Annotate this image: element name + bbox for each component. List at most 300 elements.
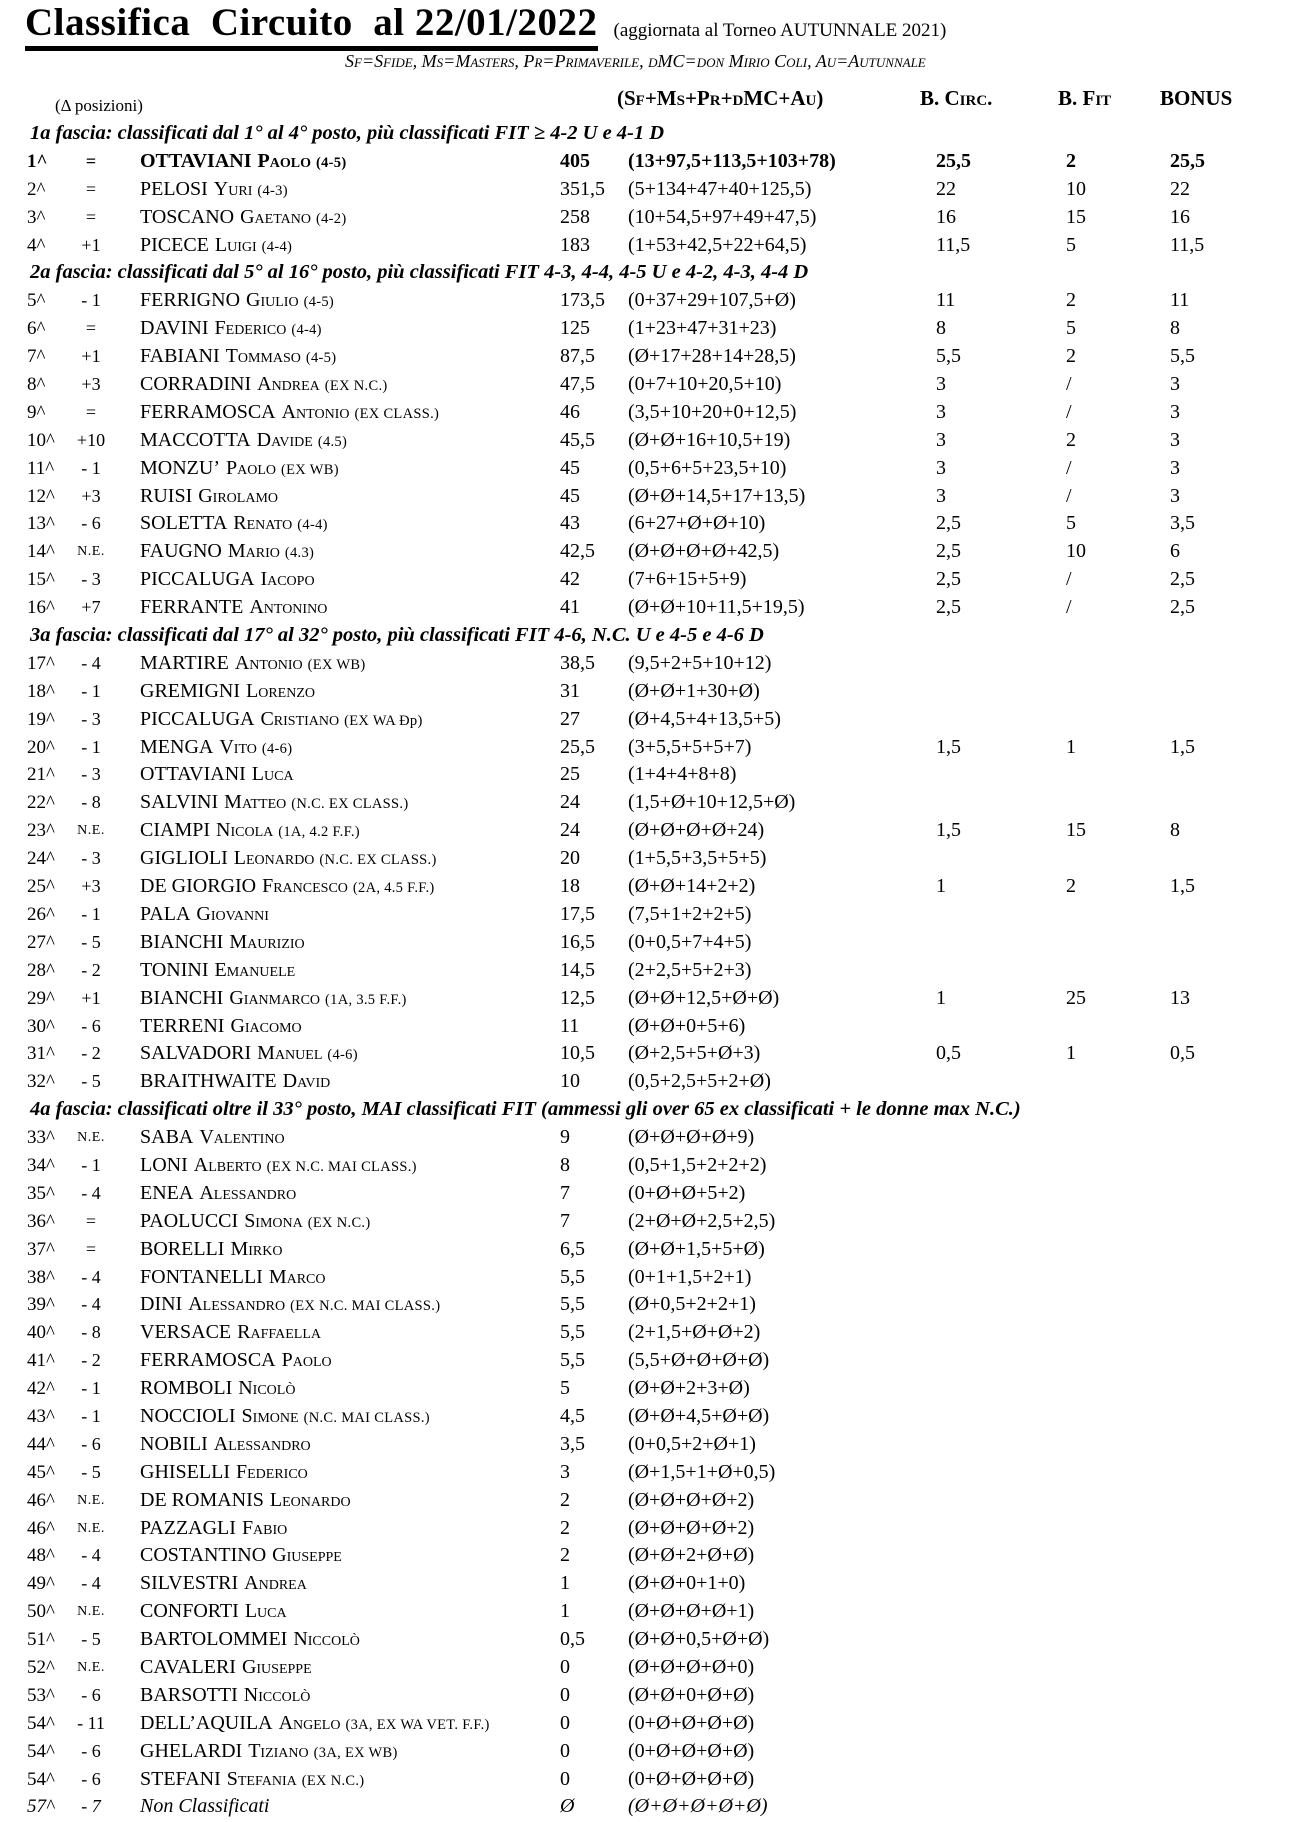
bonus-total-cell: 1,5 bbox=[1170, 875, 1195, 898]
player-note: (4.5) bbox=[317, 433, 348, 450]
delta-cell: - 2 bbox=[81, 959, 101, 980]
rank-cell: 49^ bbox=[27, 1573, 55, 1595]
breakdown-cell: (5,5+Ø+Ø+Ø+Ø) bbox=[628, 1349, 770, 1372]
player-surname: FABIANI bbox=[140, 345, 220, 368]
delta-cell: - 4 bbox=[81, 1294, 101, 1315]
player-name bbox=[140, 1124, 285, 1152]
rank-cell: 25^ bbox=[27, 876, 55, 898]
points-cell: 17,5 bbox=[560, 902, 595, 925]
table-row bbox=[0, 1570, 1298, 1598]
delta-cell: - 6 bbox=[81, 1740, 101, 1761]
player-surname: MONZU’ bbox=[140, 456, 220, 479]
delta-cell: - 7 bbox=[81, 1796, 101, 1817]
rank-cell: 8^ bbox=[27, 374, 46, 396]
player-given-name: Giuseppe bbox=[241, 1655, 312, 1678]
rank-cell: 23^ bbox=[27, 820, 55, 842]
player-surname: MACCOTTA bbox=[140, 428, 251, 451]
table-row bbox=[0, 1040, 1298, 1068]
rank-cell: 52^ bbox=[27, 1656, 55, 1678]
rank-cell: 57^ bbox=[27, 1796, 55, 1818]
bonus-circ-cell: 3 bbox=[936, 456, 946, 479]
breakdown-cell: (Ø+Ø+10+11,5+19,5) bbox=[628, 596, 805, 619]
player-given-name: Cristiano bbox=[260, 707, 340, 730]
delta-cell: +7 bbox=[81, 597, 101, 618]
points-cell: 42 bbox=[560, 568, 580, 591]
bonus-fit-cell: 25 bbox=[1066, 986, 1086, 1009]
rank-cell: 30^ bbox=[27, 1015, 55, 1037]
bonus-total-cell: 3 bbox=[1170, 428, 1180, 451]
breakdown-cell: (0+0,5+2+Ø+1) bbox=[628, 1432, 756, 1455]
table-row bbox=[0, 1236, 1298, 1264]
title-block bbox=[25, 2, 946, 51]
breakdown-cell: (Ø+4,5+4+13,5+5) bbox=[628, 707, 781, 730]
column-header-bonus-circ: B. Circ. bbox=[920, 86, 993, 110]
breakdown-cell: (1+53+42,5+22+64,5) bbox=[628, 233, 807, 256]
table-row bbox=[0, 594, 1298, 622]
player-name bbox=[140, 483, 278, 511]
table-row bbox=[0, 845, 1298, 873]
points-cell: 14,5 bbox=[560, 958, 595, 981]
player-given-name: Alberto bbox=[193, 1153, 262, 1176]
delta-cell: = bbox=[85, 1210, 97, 1231]
table-row bbox=[0, 1487, 1298, 1515]
delta-cell: - 1 bbox=[81, 680, 101, 701]
player-given-name: Fabio bbox=[241, 1516, 288, 1539]
player-surname: CIAMPI bbox=[140, 819, 211, 842]
player-surname: CAVALERI bbox=[140, 1655, 236, 1678]
player-name bbox=[140, 566, 315, 594]
table-row bbox=[0, 761, 1298, 789]
delta-cell: - 1 bbox=[81, 290, 101, 311]
breakdown-cell: (0+Ø+Ø+Ø+Ø) bbox=[628, 1711, 755, 1734]
player-given-name: Giuseppe bbox=[272, 1544, 342, 1567]
table-row bbox=[0, 1431, 1298, 1459]
breakdown-cell: (Ø+Ø+0+Ø+Ø) bbox=[628, 1683, 755, 1706]
player-surname: PICCALUGA bbox=[140, 707, 255, 730]
rank-cell: 24^ bbox=[27, 848, 55, 870]
bonus-total-cell: 16 bbox=[1170, 205, 1190, 228]
player-name bbox=[140, 1515, 287, 1543]
rank-cell: 51^ bbox=[27, 1629, 55, 1651]
breakdown-cell: (Ø+Ø+Ø+Ø+2) bbox=[628, 1516, 755, 1539]
player-name bbox=[140, 1040, 358, 1070]
points-cell: 10,5 bbox=[560, 1042, 595, 1065]
bonus-circ-cell: 3 bbox=[936, 428, 946, 451]
delta-cell: +3 bbox=[81, 374, 101, 395]
bonus-fit-cell: 10 bbox=[1066, 540, 1086, 563]
delta-cell: = bbox=[85, 318, 97, 339]
delta-cell: - 2 bbox=[81, 1043, 101, 1064]
points-cell: Ø bbox=[560, 1795, 575, 1818]
breakdown-cell: (3,5+10+20+0+12,5) bbox=[628, 400, 797, 423]
points-cell: 3,5 bbox=[560, 1432, 585, 1455]
points-cell: 38,5 bbox=[560, 651, 595, 674]
points-cell: 6,5 bbox=[560, 1237, 585, 1260]
points-cell: 41 bbox=[560, 596, 580, 619]
player-given-name: Vito bbox=[219, 735, 257, 758]
delta-cell: - 1 bbox=[81, 1154, 101, 1175]
rank-cell: 1^ bbox=[27, 150, 48, 172]
delta-cell: - 5 bbox=[81, 1071, 101, 1092]
breakdown-cell: (10+54,5+97+49+47,5) bbox=[628, 205, 817, 228]
breakdown-cell: (Ø+Ø+2+Ø+Ø) bbox=[628, 1544, 755, 1567]
rank-cell: 9^ bbox=[27, 401, 46, 423]
player-note: (4-5) bbox=[315, 154, 347, 171]
bonus-fit-cell: 5 bbox=[1066, 512, 1076, 535]
player-name bbox=[140, 1013, 302, 1041]
table-row bbox=[0, 1013, 1298, 1041]
player-name bbox=[140, 1152, 417, 1182]
player-given-name: Tommaso bbox=[225, 345, 301, 368]
points-cell: 8 bbox=[560, 1153, 570, 1176]
breakdown-cell: (2+1,5+Ø+Ø+2) bbox=[628, 1321, 761, 1344]
table-row bbox=[0, 1152, 1298, 1180]
breakdown-cell: (6+27+Ø+Ø+10) bbox=[628, 512, 766, 535]
rank-cell: 32^ bbox=[27, 1071, 55, 1093]
breakdown-cell: (Ø+Ø+0+5+6) bbox=[628, 1014, 746, 1037]
player-name bbox=[140, 1319, 321, 1347]
player-name bbox=[140, 399, 439, 429]
delta-cell: - 1 bbox=[81, 457, 101, 478]
player-note: (EX N.C.) bbox=[307, 1214, 371, 1231]
delta-cell: = bbox=[85, 178, 97, 199]
table-row bbox=[0, 1403, 1298, 1431]
player-name bbox=[140, 929, 305, 957]
player-surname: DE GIORGIO bbox=[140, 875, 257, 898]
points-cell: 27 bbox=[560, 707, 580, 730]
player-surname: TONINI bbox=[140, 958, 209, 981]
player-given-name: Maurizio bbox=[229, 930, 305, 953]
player-given-name: Manuel bbox=[257, 1042, 323, 1065]
table-row bbox=[0, 538, 1298, 566]
rank-cell: 31^ bbox=[27, 1043, 55, 1065]
player-given-name: Francesco bbox=[262, 875, 348, 898]
player-given-name: Antonio bbox=[234, 651, 303, 674]
player-surname: BIANCHI bbox=[140, 930, 224, 953]
player-given-name: Paolo bbox=[257, 149, 311, 172]
player-note: (3A, EX WB) bbox=[313, 1744, 398, 1761]
delta-cell: N.E. bbox=[77, 1604, 105, 1620]
points-cell: 2 bbox=[560, 1516, 570, 1539]
player-given-name: Simone bbox=[241, 1404, 299, 1427]
rank-cell: 37^ bbox=[27, 1238, 55, 1260]
points-cell: 87,5 bbox=[560, 345, 595, 368]
table-row bbox=[0, 1459, 1298, 1487]
breakdown-cell: (5+134+47+40+125,5) bbox=[628, 177, 812, 200]
rank-cell: 46^ bbox=[27, 1517, 55, 1539]
delta-cell: N.E. bbox=[77, 1130, 105, 1146]
player-given-name: Stefania bbox=[226, 1767, 297, 1790]
delta-cell: - 8 bbox=[81, 1322, 101, 1343]
table-row bbox=[0, 232, 1298, 260]
rank-cell: 21^ bbox=[27, 764, 55, 786]
bonus-total-cell: 2,5 bbox=[1170, 596, 1195, 619]
points-cell: 9 bbox=[560, 1126, 570, 1149]
bonus-circ-cell: 2,5 bbox=[936, 512, 961, 535]
player-given-name: Antonino bbox=[249, 596, 328, 619]
player-given-name: Luca bbox=[251, 763, 294, 786]
breakdown-cell: (Ø+Ø+0,5+Ø+Ø) bbox=[628, 1628, 770, 1651]
points-cell: 0 bbox=[560, 1767, 570, 1790]
delta-cell: - 3 bbox=[81, 848, 101, 869]
player-surname: CONFORTI bbox=[140, 1600, 239, 1623]
points-cell: 1 bbox=[560, 1572, 570, 1595]
breakdown-cell: (0+Ø+Ø+Ø+Ø) bbox=[628, 1739, 755, 1762]
player-given-name: Luca bbox=[244, 1600, 287, 1623]
points-cell: 4,5 bbox=[560, 1404, 585, 1427]
delta-cell: +10 bbox=[76, 429, 106, 450]
player-note: (EX WB) bbox=[307, 656, 366, 673]
bonus-circ-cell: 1,5 bbox=[936, 819, 961, 842]
delta-cell: +3 bbox=[81, 485, 101, 506]
points-cell: 351,5 bbox=[560, 177, 605, 200]
rank-cell: 29^ bbox=[27, 987, 55, 1009]
player-name bbox=[140, 1487, 351, 1515]
breakdown-cell: (0,5+1,5+2+2+2) bbox=[628, 1153, 767, 1176]
bonus-total-cell: 8 bbox=[1170, 317, 1180, 340]
bonus-circ-cell: 8 bbox=[936, 317, 946, 340]
bonus-total-cell: 3 bbox=[1170, 400, 1180, 423]
points-cell: 24 bbox=[560, 819, 580, 842]
rank-cell: 42^ bbox=[27, 1378, 55, 1400]
bonus-fit-cell: 15 bbox=[1066, 205, 1086, 228]
player-name bbox=[140, 901, 269, 929]
breakdown-cell: (1+5,5+3,5+5+5) bbox=[628, 847, 767, 870]
delta-cell: - 5 bbox=[81, 1461, 101, 1482]
player-surname: CORRADINI bbox=[140, 373, 252, 396]
player-name bbox=[140, 1710, 490, 1740]
player-surname: PICECE bbox=[140, 233, 209, 256]
breakdown-cell: (2+2,5+5+2+3) bbox=[628, 958, 752, 981]
points-cell: 45 bbox=[560, 456, 580, 479]
bonus-fit-cell: 2 bbox=[1066, 149, 1076, 172]
rank-cell: 15^ bbox=[27, 569, 55, 591]
points-cell: 0 bbox=[560, 1683, 570, 1706]
rank-cell: 50^ bbox=[27, 1601, 55, 1623]
table-row bbox=[0, 1068, 1298, 1096]
rank-cell: 43^ bbox=[27, 1405, 55, 1427]
player-name bbox=[140, 1375, 295, 1403]
player-name bbox=[140, 1068, 330, 1096]
table-row bbox=[0, 1710, 1298, 1738]
rank-cell: 16^ bbox=[27, 597, 55, 619]
breakdown-cell: (Ø+Ø+Ø+Ø+Ø) bbox=[628, 1795, 768, 1818]
breakdown-cell: (7+6+15+5+9) bbox=[628, 568, 747, 591]
rank-cell: 33^ bbox=[27, 1127, 55, 1149]
delta-cell: - 6 bbox=[81, 1684, 101, 1705]
delta-cell: - 1 bbox=[81, 1378, 101, 1399]
bonus-total-cell: 2,5 bbox=[1170, 568, 1195, 591]
player-note: (EX CLASS.) bbox=[354, 405, 440, 422]
fascia-header: 3a fascia: classificati dal 17° al 32° posto, più classificati FIT 4-6, N.C. U e 4-5 e 4-6 D bbox=[30, 624, 764, 647]
points-cell: 43 bbox=[560, 512, 580, 535]
player-surname: DINI bbox=[140, 1293, 183, 1316]
player-surname: GIGLIOLI bbox=[140, 847, 228, 870]
bonus-circ-cell: 25,5 bbox=[936, 149, 971, 172]
table-row bbox=[0, 287, 1298, 315]
rank-cell: 7^ bbox=[27, 346, 46, 368]
delta-cell: - 6 bbox=[81, 1768, 101, 1789]
table-row bbox=[0, 1208, 1298, 1236]
table-row bbox=[0, 204, 1298, 232]
player-name bbox=[140, 510, 328, 540]
player-name bbox=[140, 761, 294, 789]
player-given-name: Matteo bbox=[224, 791, 287, 814]
delta-cell: +3 bbox=[81, 876, 101, 897]
bonus-total-cell: 3 bbox=[1170, 484, 1180, 507]
rank-cell: 54^ bbox=[27, 1712, 55, 1734]
player-given-name: Leonardo bbox=[269, 1488, 351, 1511]
points-cell: 45 bbox=[560, 484, 580, 507]
delta-cell: - 4 bbox=[81, 1573, 101, 1594]
table-row bbox=[0, 734, 1298, 762]
player-surname: BORELLI bbox=[140, 1237, 225, 1260]
delta-cell: - 6 bbox=[81, 1015, 101, 1036]
player-name bbox=[140, 148, 346, 178]
player-note: (EX WB) bbox=[281, 461, 339, 478]
player-note: (EX WA Ðp) bbox=[344, 712, 423, 729]
points-cell: 5,5 bbox=[560, 1321, 585, 1344]
table-row bbox=[0, 1793, 1298, 1821]
player-surname: DELL’AQUILA bbox=[140, 1711, 273, 1734]
bonus-fit-cell: 1 bbox=[1066, 1042, 1076, 1065]
player-surname: SOLETTA bbox=[140, 512, 228, 535]
player-surname: NOBILI bbox=[140, 1432, 208, 1455]
player-note: (4-5) bbox=[305, 350, 337, 367]
table-row bbox=[0, 1180, 1298, 1208]
player-given-name: Niccolò bbox=[293, 1628, 360, 1651]
table-row bbox=[0, 678, 1298, 706]
table-row bbox=[0, 957, 1298, 985]
breakdown-cell: (Ø+Ø+0+1+0) bbox=[628, 1572, 746, 1595]
bonus-fit-cell: 10 bbox=[1066, 177, 1086, 200]
rank-cell: 10^ bbox=[27, 429, 55, 451]
player-surname: FONTANELLI bbox=[140, 1265, 263, 1288]
points-cell: 2 bbox=[560, 1488, 570, 1511]
player-name bbox=[140, 845, 437, 875]
player-surname: PAZZAGLI bbox=[140, 1516, 236, 1539]
player-surname: VERSACE bbox=[140, 1321, 232, 1344]
player-name bbox=[140, 706, 423, 736]
player-given-name: Nicola bbox=[216, 819, 274, 842]
player-note: (EX N.C. MAI CLASS.) bbox=[290, 1298, 441, 1315]
table-row bbox=[0, 315, 1298, 343]
table-row bbox=[0, 985, 1298, 1013]
breakdown-cell: (9,5+2+5+10+12) bbox=[628, 651, 772, 674]
player-name bbox=[140, 1347, 332, 1375]
delta-cell: - 3 bbox=[81, 764, 101, 785]
player-surname: SALVADORI bbox=[140, 1042, 252, 1065]
table-row bbox=[0, 483, 1298, 511]
player-surname: RUISI bbox=[140, 484, 193, 507]
player-surname: COSTANTINO bbox=[140, 1544, 267, 1567]
player-surname: FERRAMOSCA bbox=[140, 400, 276, 423]
breakdown-cell: (0+Ø+Ø+Ø+Ø) bbox=[628, 1767, 755, 1790]
points-cell: 3 bbox=[560, 1460, 570, 1483]
rank-cell: 5^ bbox=[27, 290, 46, 312]
delta-cell: N.E. bbox=[77, 1520, 105, 1536]
points-cell: 18 bbox=[560, 875, 580, 898]
table-row bbox=[0, 371, 1298, 399]
player-surname: FAUGNO bbox=[140, 540, 222, 563]
breakdown-cell: (0+Ø+Ø+5+2) bbox=[628, 1181, 746, 1204]
rank-cell: 36^ bbox=[27, 1210, 55, 1232]
points-cell: 16,5 bbox=[560, 930, 595, 953]
delta-cell: - 8 bbox=[81, 792, 101, 813]
delta-cell: - 4 bbox=[81, 652, 101, 673]
rank-cell: 35^ bbox=[27, 1182, 55, 1204]
breakdown-cell: (Ø+Ø+4,5+Ø+Ø) bbox=[628, 1404, 770, 1427]
rank-cell: 19^ bbox=[27, 708, 55, 730]
player-name bbox=[140, 176, 288, 206]
player-surname: PALA bbox=[140, 902, 191, 925]
player-note: (N.C. EX CLASS.) bbox=[319, 852, 437, 869]
player-name bbox=[140, 1766, 364, 1796]
player-given-name: Simona bbox=[244, 1209, 303, 1232]
breakdown-cell: (2+Ø+Ø+2,5+2,5) bbox=[628, 1209, 776, 1232]
bonus-fit-cell: 2 bbox=[1066, 875, 1076, 898]
bonus-circ-cell: 11,5 bbox=[936, 233, 971, 256]
rank-cell: 40^ bbox=[27, 1322, 55, 1344]
player-given-name: Mirko bbox=[230, 1237, 283, 1260]
ranking-rows bbox=[0, 120, 1298, 1821]
player-note: (4-5) bbox=[303, 294, 335, 311]
points-cell: 25 bbox=[560, 763, 580, 786]
bonus-fit-cell: 2 bbox=[1066, 289, 1076, 312]
rank-cell: 18^ bbox=[27, 680, 55, 702]
table-row bbox=[0, 176, 1298, 204]
player-name bbox=[140, 371, 388, 401]
player-note: (4-6) bbox=[261, 740, 293, 757]
player-surname: LONI bbox=[140, 1153, 188, 1176]
table-row bbox=[0, 1598, 1298, 1626]
rank-cell: 4^ bbox=[27, 234, 46, 256]
player-surname: PELOSI bbox=[140, 177, 208, 200]
bonus-total-cell: 11,5 bbox=[1170, 233, 1205, 256]
delta-cell: - 6 bbox=[81, 1433, 101, 1454]
table-row bbox=[0, 1124, 1298, 1152]
delta-cell: - 11 bbox=[77, 1712, 105, 1733]
table-row bbox=[0, 929, 1298, 957]
rank-cell: 20^ bbox=[27, 736, 55, 758]
delta-cell: = bbox=[85, 206, 97, 227]
breakdown-cell: (0,5+2,5+5+2+Ø) bbox=[628, 1070, 771, 1093]
points-cell: 31 bbox=[560, 679, 580, 702]
player-given-name: Valentino bbox=[199, 1126, 285, 1149]
player-note: (4-4) bbox=[291, 322, 322, 339]
player-surname: MENGA bbox=[140, 735, 214, 758]
player-given-name: Alessandro bbox=[199, 1181, 297, 1204]
delta-cell: +1 bbox=[81, 234, 101, 255]
player-name bbox=[140, 817, 360, 847]
bonus-fit-cell: / bbox=[1066, 373, 1072, 396]
player-surname: SABA bbox=[140, 1126, 194, 1149]
table-row bbox=[0, 1542, 1298, 1570]
player-given-name: David bbox=[282, 1070, 331, 1093]
table-row bbox=[0, 1515, 1298, 1543]
table-row bbox=[0, 901, 1298, 929]
table-row bbox=[0, 1264, 1298, 1292]
player-given-name: Alessandro bbox=[213, 1432, 311, 1455]
table-row bbox=[0, 1682, 1298, 1710]
table-row bbox=[0, 1347, 1298, 1375]
rank-cell: 54^ bbox=[27, 1740, 55, 1762]
player-given-name: Gianmarco bbox=[229, 986, 321, 1009]
player-given-name: Giacomo bbox=[230, 1014, 302, 1037]
breakdown-cell: (1+4+4+8+8) bbox=[628, 763, 737, 786]
delta-cell: = bbox=[85, 1238, 97, 1259]
player-name bbox=[140, 957, 295, 985]
